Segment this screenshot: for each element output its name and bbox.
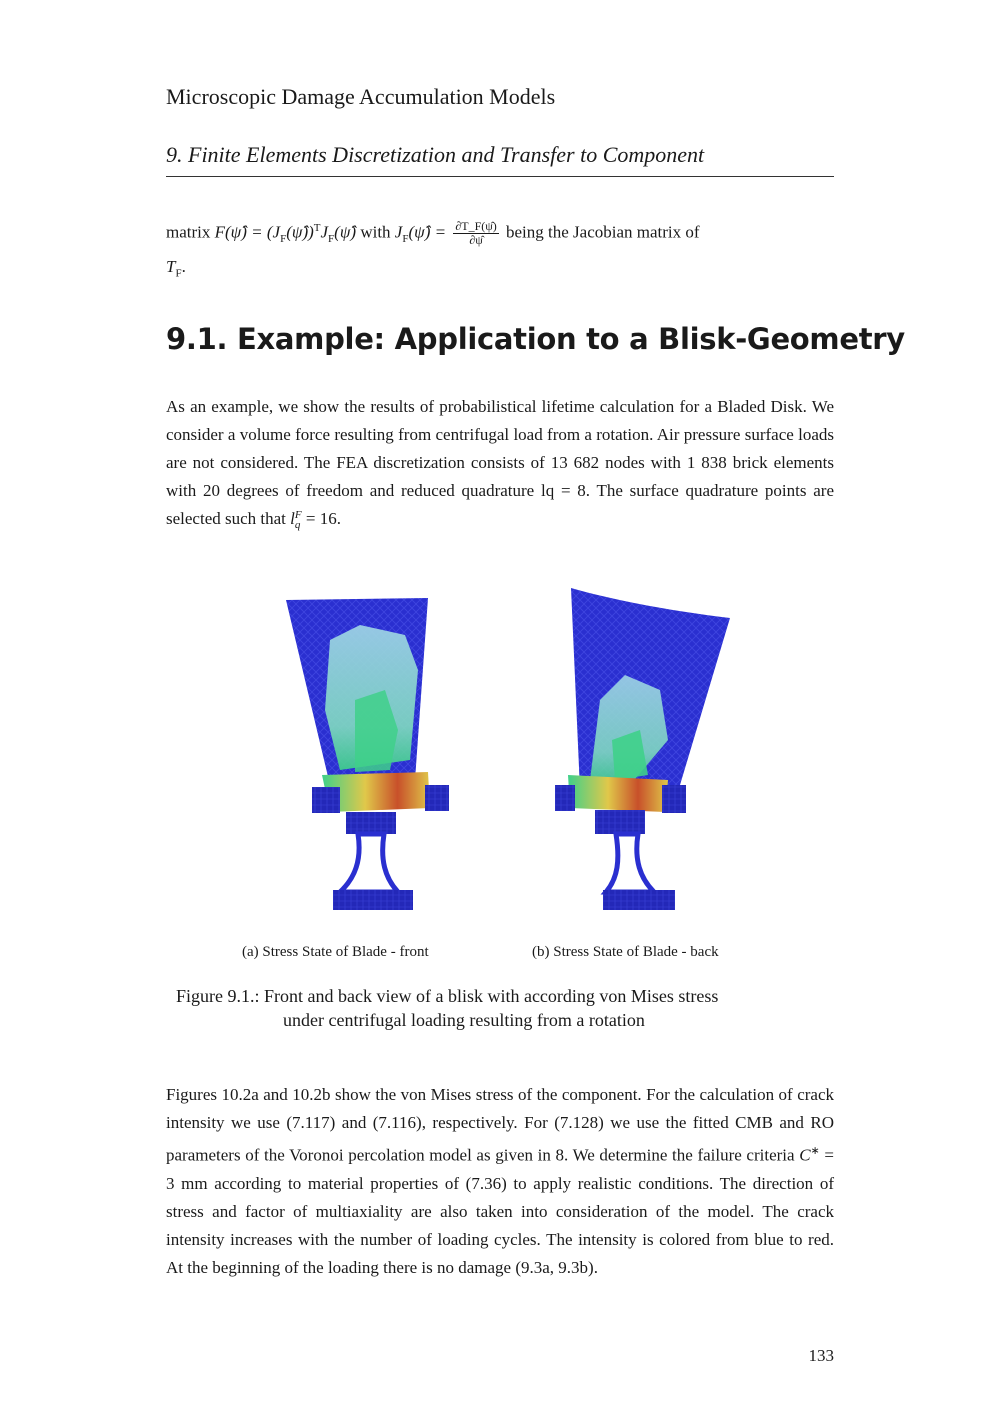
math-expr1b: (ψ̂)) bbox=[286, 222, 314, 242]
math-expr2: J bbox=[394, 222, 403, 242]
figure-caption-line2: under centrifugal loading resulting from a rotation bbox=[283, 1010, 645, 1030]
math-expr1d: (ψ̂) bbox=[334, 222, 357, 242]
blade-back-flange-right bbox=[662, 785, 686, 813]
subcaption-front: (a) Stress State of Blade - front bbox=[242, 944, 429, 960]
paragraph1-text: As an example, we show the results of probabilistical lifetime calculation for a Bladed Disk. We consider a volume force resulting from centrifugal load from a rotation. Air pressure surface loads are not considered. The FEA discretization consists of 13 682 nodes with 1 838 brick elements with 20 degrees of freedom and reduced quadrature lq = 8. The surface quadrature points are selected such that bbox=[166, 397, 834, 528]
figure-caption-label: Figure 9.1.: bbox=[176, 986, 264, 1006]
math-expr1c: J bbox=[320, 222, 329, 242]
paragraph-intro bbox=[166, 393, 834, 533]
c-star-sup: ∗ bbox=[810, 1145, 820, 1157]
blisk-illustration bbox=[0, 580, 1000, 920]
formula-sup: F bbox=[294, 509, 302, 521]
blade-back-flange-left bbox=[555, 785, 575, 811]
figure-caption bbox=[176, 984, 826, 1032]
math-prefix: matrix bbox=[166, 222, 215, 242]
math-expr2-sub: F bbox=[402, 233, 409, 246]
blade-back-root bbox=[595, 810, 645, 834]
math-with: with bbox=[356, 222, 395, 242]
chapter-title: 9. Finite Elements Discretization and Transfer to Component bbox=[166, 142, 834, 177]
blade-front-root bbox=[346, 812, 396, 834]
blade-front-disk-web bbox=[340, 834, 398, 892]
math-expr1-sub: F bbox=[280, 233, 287, 246]
math-expr1-sup: T bbox=[313, 222, 321, 234]
math-intro bbox=[166, 214, 834, 287]
blade-back-platform bbox=[568, 775, 668, 812]
section-heading: 9.1. Example: Application to a Blisk-Geometry bbox=[166, 322, 905, 356]
jacobian-fraction bbox=[453, 220, 498, 247]
math-line2-sub: F bbox=[175, 267, 182, 280]
blade-back-disk-rim bbox=[603, 890, 675, 910]
c-star: C bbox=[799, 1145, 811, 1165]
math-suffix: being the Jacobian matrix of bbox=[501, 222, 700, 242]
blade-front-flange-right bbox=[425, 785, 449, 811]
blade-back bbox=[555, 588, 730, 910]
formula-end: = 16. bbox=[301, 509, 341, 528]
fraction-denominator: ∂ψ̂ bbox=[469, 233, 483, 248]
math-expr2b: (ψ̂) = bbox=[408, 222, 451, 242]
blisk-figure bbox=[0, 580, 1000, 920]
formula-sub: q bbox=[294, 519, 301, 531]
blade-front bbox=[286, 598, 449, 910]
running-title: Microscopic Damage Accumulation Models bbox=[166, 84, 556, 109]
math-expr1c-sub: F bbox=[328, 233, 335, 246]
blade-front-disk-rim bbox=[333, 890, 413, 910]
fraction-numerator: ∂T_F(ψ̂) bbox=[455, 219, 497, 234]
blade-front-flange-left bbox=[312, 787, 340, 813]
paragraph2-text-b: = 3 mm according to material properties of (7.36) to apply realistic conditions. The direction of stress and factor of multiaxiality are also taken into consideration of the model. The crack intensity increases with the number of loading cycles. The intensity is colored from blue to red. At the beginning of the loading there is no damage (9.3a, 9.3b). bbox=[166, 1145, 834, 1277]
math-line2-end: . bbox=[181, 257, 186, 277]
page-number: 133 bbox=[808, 1346, 834, 1365]
math-line2: T bbox=[166, 257, 176, 277]
math-expr1: F(ψ̂) = (J bbox=[214, 222, 281, 242]
subcaption-back: (b) Stress State of Blade - back bbox=[532, 944, 719, 960]
blade-back-disk-web bbox=[606, 834, 654, 892]
formula-l: l bbox=[290, 509, 295, 528]
figure-caption-line1: Front and back view of a blisk with according von Mises stress bbox=[264, 986, 719, 1006]
paragraph-results bbox=[166, 1081, 834, 1282]
paragraph2-text-a: Figures 10.2a and 10.2b show the von Mises stress of the component. For the calculation of crack intensity we use (7.117) and (7.116), respectively. For (7.128) we use the fitted CMB and RO parameters of the Voronoi percolation model as given in 8. We determine the failure criteria bbox=[166, 1085, 834, 1165]
